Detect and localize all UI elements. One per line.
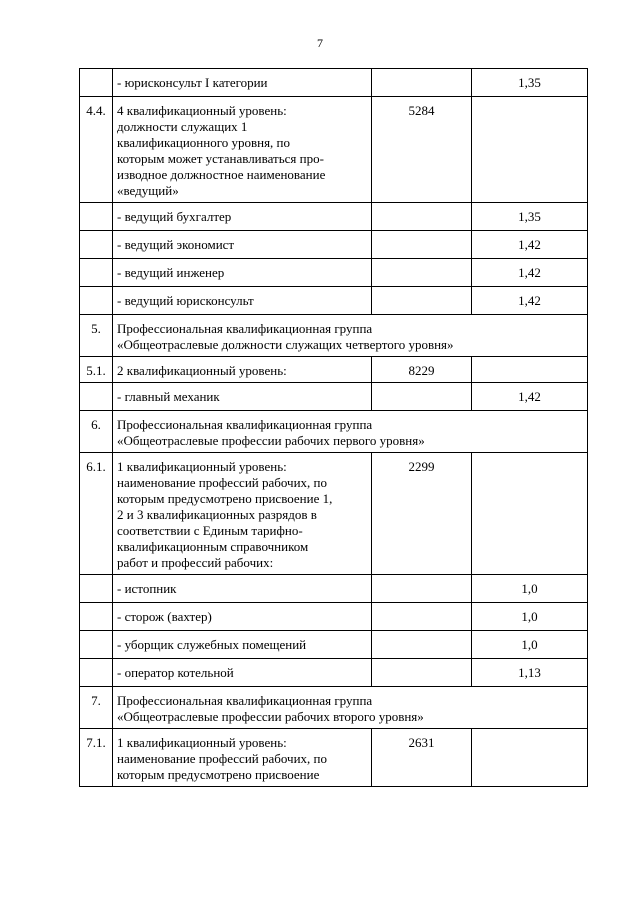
raising-coefficient: 1,42	[472, 383, 588, 411]
name-line: 1 квалификационный уровень:	[117, 735, 287, 750]
name-line: изводное должностное наименование	[117, 167, 326, 182]
name-line: Профессиональная квалификационная группа	[117, 321, 373, 336]
raising-coefficient	[472, 453, 588, 575]
row-number	[80, 203, 113, 231]
group-row	[80, 315, 588, 357]
level-description	[113, 453, 372, 575]
row-number: 6.1.	[80, 453, 113, 575]
row-number	[80, 259, 113, 287]
name-line: которым может устанавливаться про-	[117, 151, 324, 166]
raising-coefficient	[472, 97, 588, 203]
group-row	[80, 411, 588, 453]
row-number: 5.	[80, 315, 113, 357]
raising-coefficient: 1,35	[472, 203, 588, 231]
raising-coefficient: 1,42	[472, 259, 588, 287]
base-salary	[372, 203, 472, 231]
name-line: Профессиональная квалификационная группа	[117, 417, 373, 432]
base-salary: 5284	[372, 97, 472, 203]
position-name: - истопник	[113, 575, 372, 603]
table-row	[80, 603, 588, 631]
qualification-table	[79, 68, 588, 787]
base-salary	[372, 603, 472, 631]
row-number: 7.1.	[80, 729, 113, 787]
base-salary: 8229	[372, 357, 472, 383]
raising-coefficient: 1,42	[472, 231, 588, 259]
row-number	[80, 659, 113, 687]
position-name: - ведущий инженер	[113, 259, 372, 287]
name-line: квалификационным справочником	[117, 539, 309, 554]
name-line: 4 квалификационный уровень:	[117, 103, 287, 118]
position-name: - ведущий юрисконсульт	[113, 287, 372, 315]
name-line: 1 квалификационный уровень:	[117, 459, 287, 474]
group-row	[80, 687, 588, 729]
row-number	[80, 603, 113, 631]
table-row	[80, 203, 588, 231]
position-name: - ведущий экономист	[113, 231, 372, 259]
raising-coefficient: 1,0	[472, 603, 588, 631]
name-line: наименование профессий рабочих, по	[117, 475, 327, 490]
row-number	[80, 287, 113, 315]
row-number	[80, 383, 113, 411]
table-row	[80, 659, 588, 687]
name-line: 2 и 3 квалификационных разрядов в	[117, 507, 317, 522]
name-line: Профессиональная квалификационная группа	[117, 693, 373, 708]
position-name: - сторож (вахтер)	[113, 603, 372, 631]
base-salary	[372, 659, 472, 687]
table-row	[80, 631, 588, 659]
name-line: квалификационного уровня, по	[117, 135, 290, 150]
level-row	[80, 97, 588, 203]
position-name: - оператор котельной	[113, 659, 372, 687]
name-line: наименование профессий рабочих, по	[117, 751, 327, 766]
table-row	[80, 575, 588, 603]
group-title	[113, 687, 588, 729]
row-number: 4.4.	[80, 97, 113, 203]
name-line: 2 квалификационный уровень:	[117, 363, 287, 378]
name-line: «Общеотраслевые профессии рабочих первого уровня»	[117, 433, 425, 448]
name-line: работ и профессий рабочих:	[117, 555, 274, 570]
name-line: «Общеотраслевые профессии рабочих второго уровня»	[117, 709, 424, 724]
row-number: 6.	[80, 411, 113, 453]
name-line: которым предусмотрено присвоение	[117, 767, 320, 782]
position-name: - главный механик	[113, 383, 372, 411]
row-number	[80, 69, 113, 97]
raising-coefficient	[472, 729, 588, 787]
position-name: - юрисконсульт I категории	[113, 69, 372, 97]
position-name: - ведущий бухгалтер	[113, 203, 372, 231]
base-salary	[372, 287, 472, 315]
row-number	[80, 231, 113, 259]
level-description	[113, 357, 372, 383]
name-line: должности служащих 1	[117, 119, 248, 134]
base-salary	[372, 383, 472, 411]
base-salary	[372, 69, 472, 97]
base-salary	[372, 259, 472, 287]
name-line: «Общеотраслевые должности служащих четвертого уровня»	[117, 337, 454, 352]
row-number: 5.1.	[80, 357, 113, 383]
base-salary	[372, 631, 472, 659]
level-row	[80, 729, 588, 787]
table-row	[80, 383, 588, 411]
base-salary	[372, 575, 472, 603]
base-salary	[372, 231, 472, 259]
table-body	[80, 69, 588, 787]
row-number: 7.	[80, 687, 113, 729]
row-number	[80, 631, 113, 659]
raising-coefficient: 1,0	[472, 631, 588, 659]
table-row	[80, 231, 588, 259]
name-line: которым предусмотрено присвоение 1,	[117, 491, 333, 506]
row-number	[80, 575, 113, 603]
level-description	[113, 97, 372, 203]
table-row	[80, 259, 588, 287]
name-line: соответствии с Единым тарифно-	[117, 523, 303, 538]
level-row	[80, 453, 588, 575]
group-title	[113, 315, 588, 357]
base-salary: 2631	[372, 729, 472, 787]
base-salary: 2299	[372, 453, 472, 575]
table-row	[80, 69, 588, 97]
table-row	[80, 287, 588, 315]
group-title	[113, 411, 588, 453]
raising-coefficient: 1,13	[472, 659, 588, 687]
raising-coefficient	[472, 357, 588, 383]
level-row	[80, 357, 588, 383]
name-line: «ведущий»	[117, 183, 179, 198]
position-name: - уборщик служебных помещений	[113, 631, 372, 659]
raising-coefficient: 1,0	[472, 575, 588, 603]
page-number: 7	[317, 36, 323, 50]
raising-coefficient: 1,35	[472, 69, 588, 97]
raising-coefficient: 1,42	[472, 287, 588, 315]
level-description	[113, 729, 372, 787]
